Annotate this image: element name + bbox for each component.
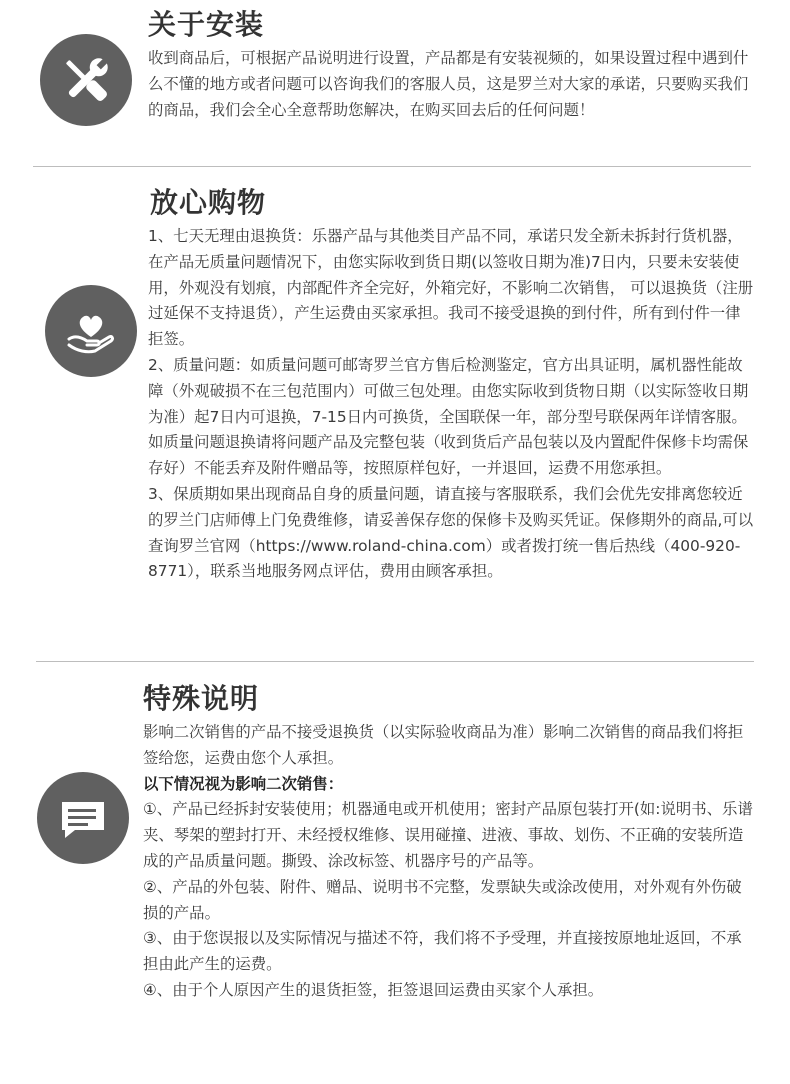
heart-hand-icon — [45, 285, 137, 377]
paragraph: 3、保质期如果出现商品自身的质量问题，请直接与客服联系，我们会优先安排离您较近的罗兰门店师傅上门免费维修，请妥善保存您的保修卡及购买凭证。保修期外的商品,可以查询罗兰官网（https://www.roland-china.com）或者拨打统一售后热线（400-920-8771），联系当地服务网点评估，费用由顾客承担。 — [148, 484, 754, 581]
paragraph: 1、七天无理由退换货：乐器产品与其他类目产品不同，承诺只发全新未拆封行货机器，在产品无质量问题情况下，由您实际收到货日期(以签收日期为准)7日内，只要未安装使用，外观没有划痕，内部配件齐全完好，外箱完好，不影响二次销售， 可以退换货（注册过延保不支持退货），产生运费由买家承担。我司不接受退换的到付件，所有到付件一律拒签。 — [148, 227, 754, 349]
tools-icon — [40, 34, 132, 126]
section-title-shopping: 放心购物 — [150, 186, 267, 219]
section-body-shopping — [148, 224, 754, 585]
message-icon — [37, 772, 129, 864]
section-title-install: 关于安装 — [148, 8, 265, 41]
paragraph: ①、产品已经拆封安装使用；机器通电或开机使用；密封产品原包装打开(如:说明书、乐谱夹、琴架的塑封打开、未经授权维修、误用碰撞、进液、事故、划伤、不正确的安装所造成的产品质量问题。撕毁、涂改标签、机器序号的产品等。 — [143, 800, 753, 870]
paragraph: ④、由于个人原因产生的退货拒签，拒签退回运费由买家个人承担。 — [143, 980, 604, 999]
paragraph: ③、由于您误报以及实际情况与描述不符，我们将不予受理，并直接按原地址返回，不承担由此产生的运费。 — [143, 929, 742, 974]
paragraph: 收到商品后，可根据产品说明进行设置，产品都是有安装视频的，如果设置过程中遇到什么不懂的地方或者问题可以咨询我们的客服人员，这是罗兰对大家的承诺，只要购买我们的商品，我们会全心全意帮助您解决，在购买回去后的任何问题！ — [148, 49, 749, 119]
divider — [36, 661, 754, 662]
section-body-special — [143, 720, 754, 1004]
paragraph: 2、质量问题：如质量问题可邮寄罗兰官方售后检测鉴定，官方出具证明，属机器性能故障（外观破损不在三包范围内）可做三包处理。由您实际收到货物日期（以实际签收日期为准）起7日内可退换，7-15日内可换货，全国联保一年，部分型号联保两年详情客服。如质量问题退换请将问题产品及完整包装（收到货后产品包装以及内置配件保修卡均需保存好）不能丢弃及附件赠品等，按照原样包好，一并退回，运费不用您承担。 — [148, 355, 749, 478]
paragraph: 影响二次销售的产品不接受退换货（以实际验收商品为准）影响二次销售的商品我们将拒签给您，运费由您个人承担。 — [143, 723, 744, 767]
paragraph-heading: 以下情况视为影响二次销售： — [143, 774, 344, 793]
paragraph: ②、产品的外包装、附件、赠品、说明书不完整，发票缺失或涂改使用，对外观有外伤破损的产品。 — [143, 877, 742, 922]
section-body-install — [148, 46, 754, 123]
section-title-special: 特殊说明 — [143, 682, 260, 715]
divider — [33, 166, 751, 167]
